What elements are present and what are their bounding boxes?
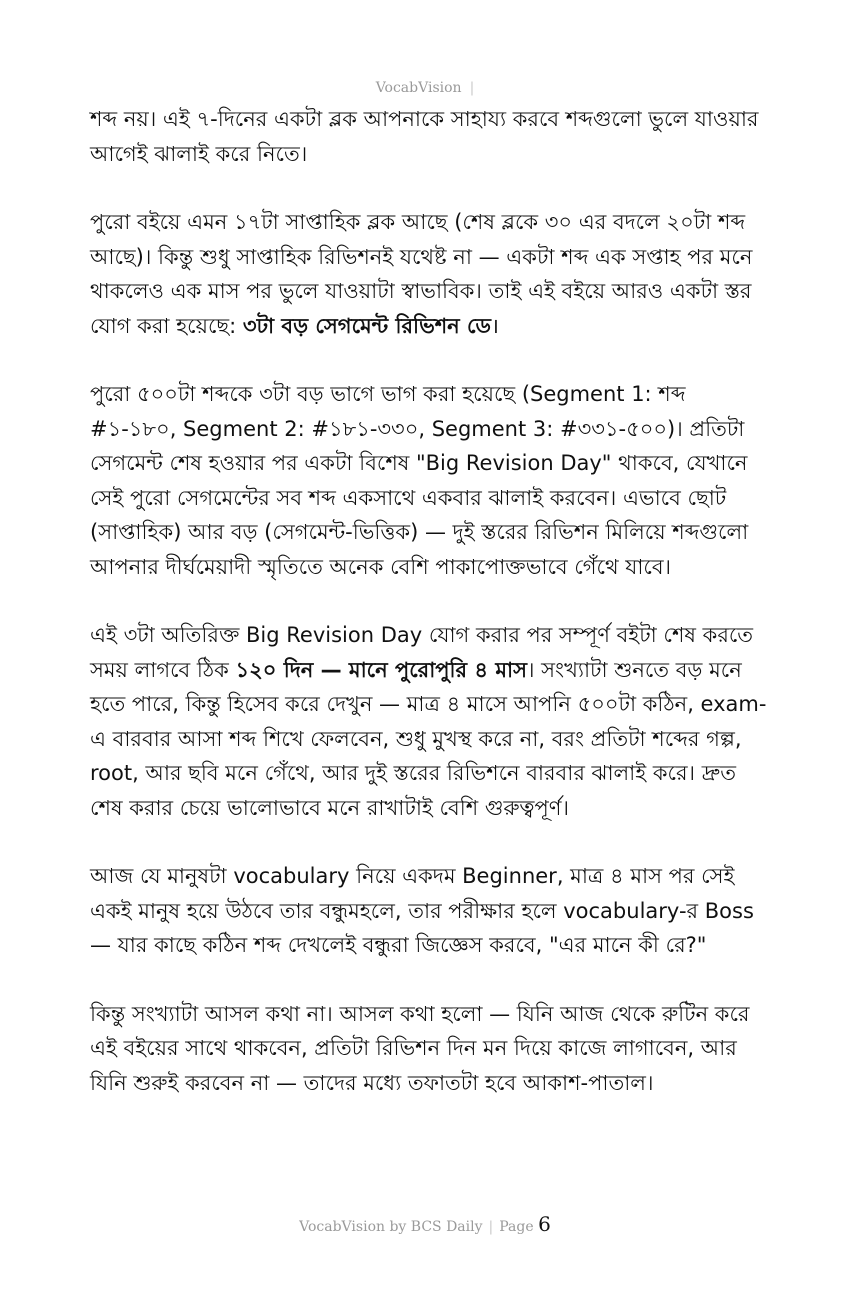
paragraph-5: আজ যে মানুষটা vocabulary নিয়ে একদম Beginner, মাত্র ৪ মাস পর সেই একই মানুষ হয়ে উঠবে তার বন্ধুমহলে, তার পরীক্ষার হলে vocabulary-র Boss — যার কাছে কঠিন শব্দ দেখলেই বন্ধুরা জিজ্ঞেস করবে, "এর মানে কী রে?" [90, 864, 754, 957]
page-number: 6 [538, 1212, 551, 1236]
page-label: Page [499, 1219, 534, 1235]
header-title: VocabVision [375, 80, 462, 96]
paragraph-2: পুরো বইয়ে এমন ১৭টা সাপ্তাহিক ব্লক আছে (শেষ ব্লকে ৩০ এর বদলে ২০টা শব্দ আছে)। কিন্তু শুধু সাপ্তাহিক রিভিশনই যথেষ্ট না — একটা শব্দ এক সপ্তাহ পর মনে থাকলেও এক মাস পর ভুলে যাওয়াটা স্বাভাবিক। তাই এই বইয়ে আরও একটা স্তর যোগ করা হয়েছে: ৩টা বড় সেগমেন্ট রিভিশন ডে। [90, 210, 753, 338]
header-separator: | [469, 80, 475, 96]
body-text [90, 102, 770, 1134]
bold-phrase-segment-revision: ৩টা বড় সেগমেন্ট রিভিশন ডে [242, 313, 491, 338]
bold-phrase-120-days: ১২০ দিন — মানে পুরোপুরি ৪ মাস [235, 657, 527, 682]
running-footer [0, 1212, 850, 1236]
footer-text: VocabVision by BCS Daily [299, 1219, 483, 1235]
paragraph-4: এই ৩টা অতিরিক্ত Big Revision Day যোগ করার পর সম্পূর্ণ বইটা শেষ করতে সময় লাগবে ঠিক ১২০ দিন — মানে পুরোপুরি ৪ মাস। সংখ্যাটা শুনতে বড় মনে হতে পারে, কিন্তু হিসেব করে দেখুন — মাত্র ৪ মাসে আপনি ৫০০টা কঠিন, exam-এ বারবার আসা শব্দ শিখে ফেলবেন, শুধু মুখস্থ করে না, বরং প্রতিটা শব্দের গল্প, root, আর ছবি মনে গেঁথে, আর দুই স্তরের রিভিশনে বারবার ঝালাই করে। দ্রুত শেষ করার চেয়ে ভালোভাবে মনে রাখাটাই বেশি গুরুত্বপূর্ণ। [90, 623, 767, 820]
paragraph-6: কিন্তু সংখ্যাটা আসল কথা না। আসল কথা হলো — যিনি আজ থেকে রুটিন করে এই বইয়ের সাথে থাকবেন, প্রতিটা রিভিশন দিন মন দিয়ে কাজে লাগাবেন, আর যিনি শুরুই করবেন না — তাদের মধ্যে তফাতটা হবে আকাশ-পাতাল। [90, 1001, 750, 1095]
paragraph-3: পুরো ৫০০টা শব্দকে ৩টা বড় ভাগে ভাগ করা হয়েছে (Segment 1: শব্দ #১-১৮০, Segment 2: #১৮১-৩৩০, Segment 3: #৩৩১-৫০০)। প্রতিটা সেগমেন্ট শেষ হওয়ার পর একটা বিশেষ "Big Revision Day" থাকবে, যেখানে সেই পুরো সেগমেন্টের সব শব্দ একসাথে একবার ঝালাই করবেন। এভাবে ছোট (সাপ্তাহিক) আর বড় (সেগমেন্ট-ভিত্তিক) — দুই স্তরের রিভিশন মিলিয়ে শব্দগুলো আপনার দীর্ঘমেয়াদী স্মৃতিতে অনেক বেশি পাকাপোক্তভাবে গেঁথে যাবে। [90, 382, 749, 579]
running-header [0, 80, 850, 96]
paragraph-1: শব্দ নয়। এই ৭-দিনের একটা ব্লক আপনাকে সাহায্য করবে শব্দগুলো ভুলে যাওয়ার আগেই ঝালাই করে নিতে। [90, 107, 759, 166]
footer-separator: | [488, 1219, 494, 1235]
